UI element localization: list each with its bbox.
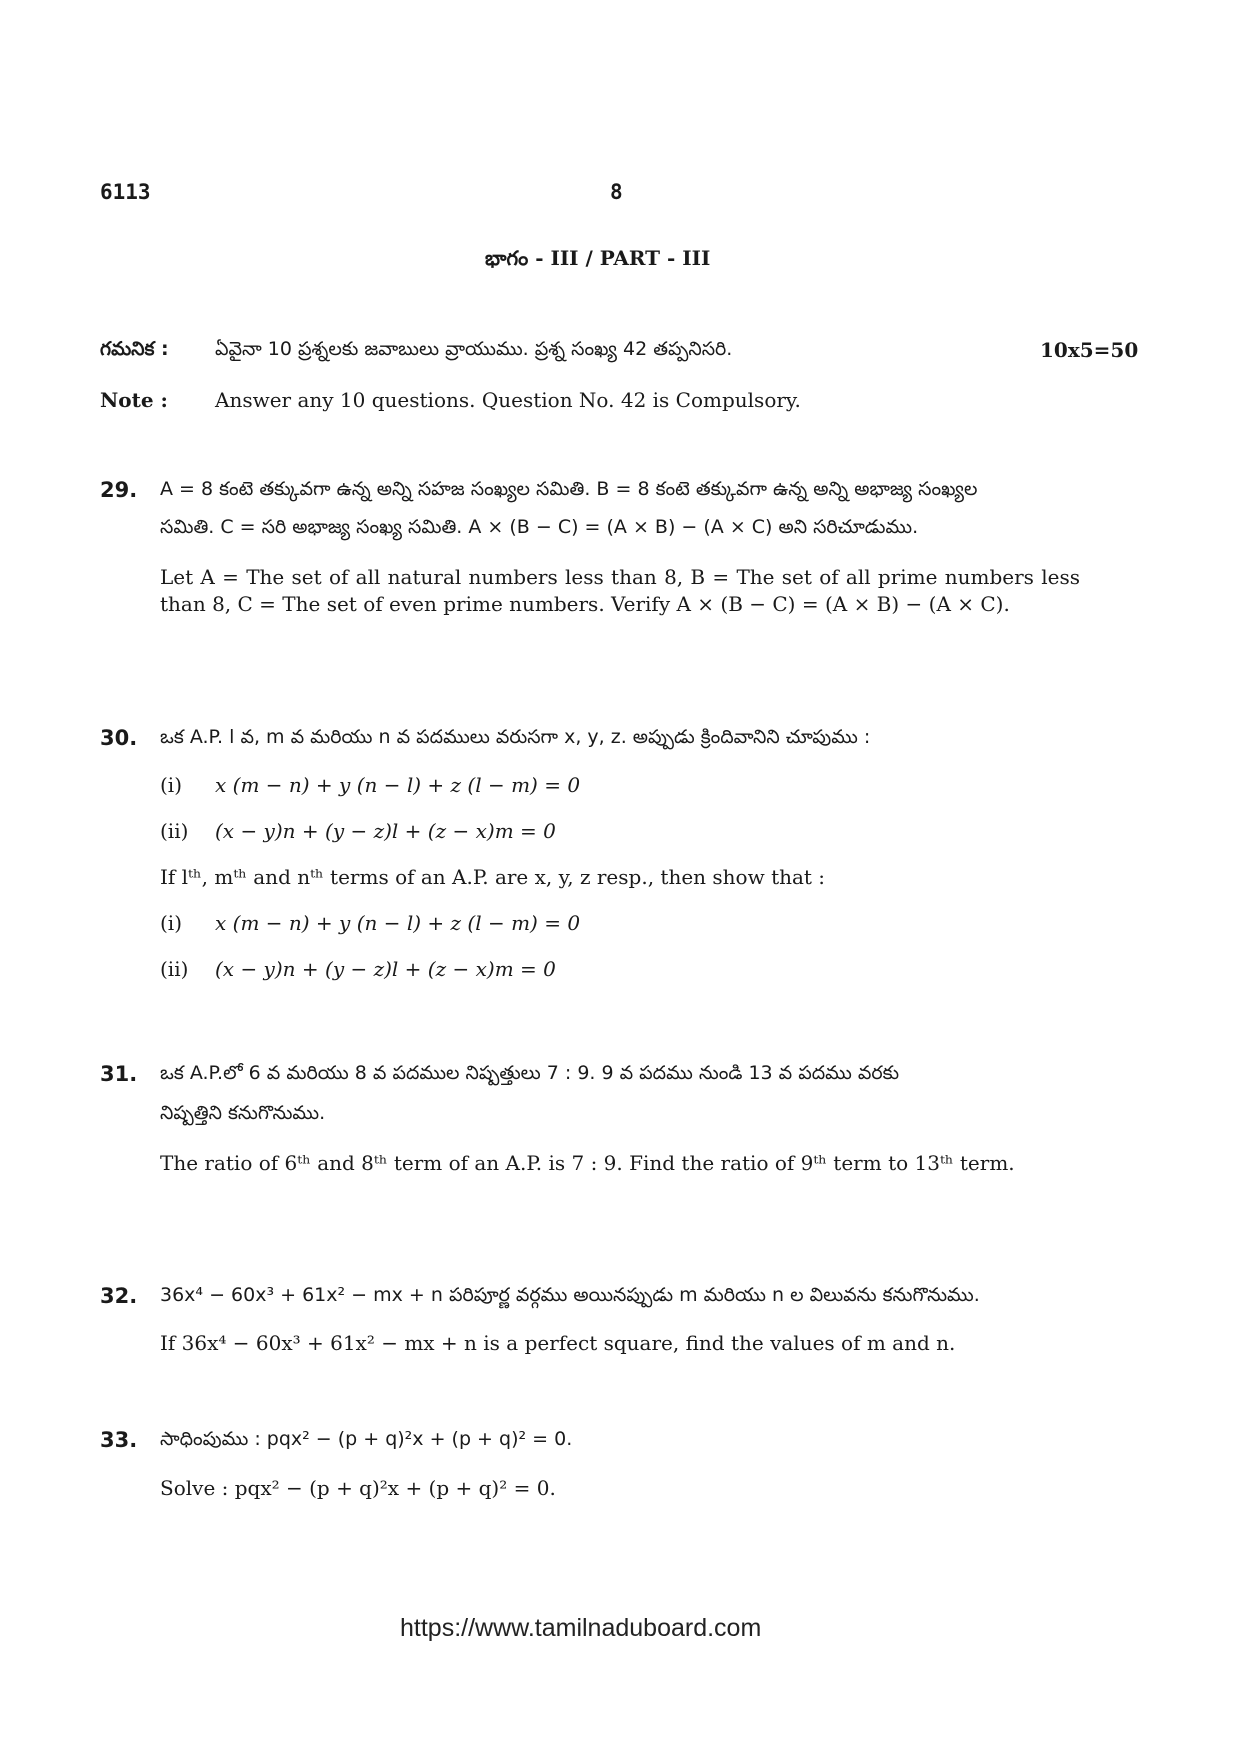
- question-30-te-item-label-2: (ii): [160, 819, 189, 843]
- question-number-32: 32.: [100, 1284, 138, 1308]
- question-number-29: 29.: [100, 478, 138, 502]
- question-30-te-item-expr-1: x (m − n) + y (n − l) + z (l − m) = 0: [215, 773, 581, 797]
- question-number-30: 30.: [100, 726, 138, 750]
- question-29-te-line1: A = 8 కంటె తక్కువగా ఉన్న అన్ని సహజ సంఖ్యల సమితి. B = 8 కంటె తక్కువగా ఉన్న అన్ని అభాజ్య సంఖ్యల: [160, 478, 978, 500]
- question-30-en-item-label-2: (ii): [160, 957, 189, 981]
- question-29-en-text: Let A = The set of all natural numbers less than 8, B = The set of all prime numbers less than 8, C = The set of even prime numbers. Verify A × (B − C) = (A × B) − (A × C).: [160, 565, 1080, 616]
- question-30-te-line1: ఒక A.P. l వ, m వ మరియు n వ పదములు వరుసగా x, y, z. అప్పుడు క్రిందివానిని చూపుము :: [160, 726, 871, 748]
- footer-url[interactable]: https://www.tamilnaduboard.com: [400, 1614, 762, 1642]
- question-31-te-line1: ఒక A.P.లో 6 వ మరియు 8 వ పదముల నిష్పత్తులు 7 : 9. 9 వ పదము నుండి 13 వ పదము వరకు: [160, 1062, 900, 1084]
- question-30-en-text: If lᵗʰ, mᵗʰ and nᵗʰ terms of an A.P. are x, y, z resp., then show that :: [160, 865, 826, 889]
- part-title: భాగం - III / PART - III: [485, 246, 711, 270]
- question-29-te-line2: సమితి. C = సరి అభాజ్య సంఖ్య సమితి. A × (B − C) = (A × B) − (A × C) అని సరిచూడుము.: [160, 516, 919, 538]
- question-33-en-text: Solve : pqx² − (p + q)²x + (p + q)² = 0.: [160, 1476, 556, 1500]
- question-32-te-line1: 36x⁴ − 60x³ + 61x² − mx + n పరిపూర్ణ వర్గము అయినప్పుడు m మరియు n ల విలువను కనుగొనుము.: [160, 1284, 980, 1306]
- question-30-te-item-expr-2: (x − y)n + (y − z)l + (z − x)m = 0: [215, 819, 556, 843]
- note-te-text: ఏవైనా 10 ప్రశ్నలకు జవాబులు వ్రాయుము. ప్రశ్న సంఖ్య 42 తప్పనిసరి.: [215, 338, 733, 360]
- question-30-en-item-expr-2: (x − y)n + (y − z)l + (z − x)m = 0: [215, 957, 556, 981]
- question-31-en-text: The ratio of 6ᵗʰ and 8ᵗʰ term of an A.P. is 7 : 9. Find the ratio of 9ᵗʰ term to 13ᵗʰ term.: [160, 1151, 1015, 1175]
- paper-code: 6113: [100, 180, 151, 204]
- question-30-te-item-label-1: (i): [160, 773, 183, 797]
- page-number: 8: [610, 180, 623, 204]
- question-30-en-item-label-1: (i): [160, 911, 183, 935]
- question-33-te-line1: సాధింపుము : pqx² − (p + q)²x + (p + q)² = 0.: [160, 1428, 573, 1450]
- question-31-te-line2: నిష్పత్తిని కనుగొనుము.: [160, 1102, 326, 1124]
- question-32-en-text: If 36x⁴ − 60x³ + 61x² − mx + n is a perfect square, find the values of m and n.: [160, 1331, 956, 1355]
- question-30-en-item-expr-1: x (m − n) + y (n − l) + z (l − m) = 0: [215, 911, 581, 935]
- marks-allocation: 10x5=50: [1040, 338, 1139, 362]
- question-number-33: 33.: [100, 1428, 138, 1452]
- question-number-31: 31.: [100, 1062, 138, 1086]
- note-en-label: Note :: [100, 388, 168, 412]
- note-te-label: గమనిక :: [100, 338, 169, 360]
- note-en-text: Answer any 10 questions. Question No. 42 is Compulsory.: [215, 388, 801, 412]
